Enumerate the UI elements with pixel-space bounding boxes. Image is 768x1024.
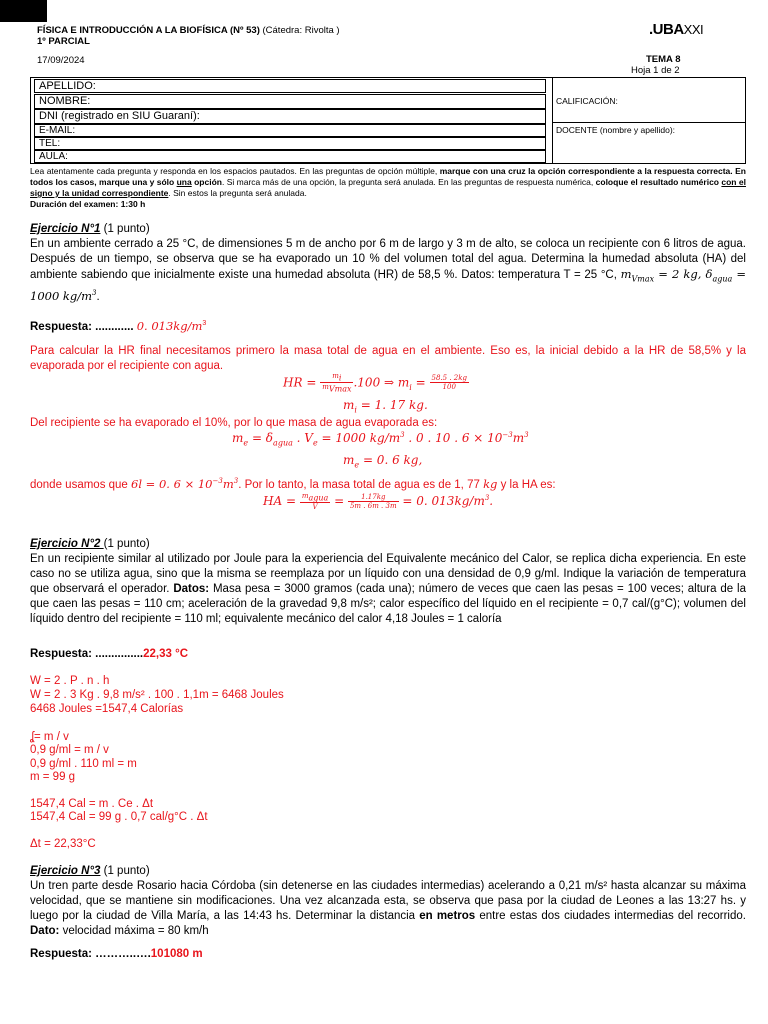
field-aula[interactable]: AULA: [34,150,546,163]
ej2-work-line: 1547,4 Cal = 99 g . 0,7 cal/g°C . Δt [30,811,208,823]
exam-duration: Duración del examen: 1:30 h [30,199,146,209]
form-divider [552,78,553,163]
ej2-work-line: Δt = 22,33°C [30,838,96,850]
ej1-title: Ejercicio N°1 [30,223,101,235]
uba-xxi-logo: .UBAXXI [649,21,704,38]
ej1-eq-me: $m_e = \delta_{agua}$ . $V_e = 1000$ $kg/m^3$ . 0 . 10 . $6 \times 10^{-3}m^3$ [232,431,529,448]
ej2-work-line: 0,9 g/ml = m / v [30,744,109,756]
ej2-work-line: ʆ= m / v [30,731,69,743]
ej2-work-line: m = 99 g [30,771,76,783]
field-dni[interactable]: DNI (registrado en SIU Guaraní): [34,109,546,124]
ej1-eq-ha: HA = $\frac{m_{agua}}{V}$ = $\frac{1.17kg}{5m . 6m . 3m}$ = 0. $013kg/m^3$. [263,492,494,512]
instructions: Lea atentamente cada pregunta y responda en los espacios pautados. En las preguntas de opción múltiple, marque con una cruz la opción correspondiente a la respuesta correcta. En todos los casos, marque una y sólo una opción. Si marca más de una opción, la pregunta será anulada. En las preguntas de respuesta numérica, coloque el resultado numérico con el signo y la unidad correspondiente. Sin estos la pregunta será anulada. Duración del examen: 1:30 h [30,166,746,209]
ej1-solution-total: donde usamos que 6l = 0. $6 \times 10^{-3}m^3$. Por lo tanto, la masa total de agua es de 1, 77 kg y la HA es: [30,476,556,491]
ej2-work-line: W = 2 . P . n . h [30,675,110,687]
field-nombre[interactable]: NOMBRE: [34,94,546,109]
tema-label: TEMA 8 [646,54,681,65]
ej2-work-line: 1547,4 Cal = m . Ce . Δt [30,798,154,810]
calificacion-label: CALIFICACIÓN: [556,96,618,106]
form-row-line [552,122,746,123]
ej2-work-line: W = 2 . 3 Kg . 9,8 m/s² . 100 . 1,1m = 6468 Joules [30,689,284,701]
exam-name: 1º PARCIAL [37,36,90,47]
corner-block [0,0,47,22]
ej1-solution-evap: Del recipiente se ha evaporado el 10%, por lo que masa de agua evaporada es: [30,417,438,429]
ej2-work-line: 6468 Joules =1547,4 Calorías [30,703,184,715]
ej1-solution-intro: Para calcular la HR final necesitamos primero la masa total de agua en el ambiente. Eso es, la inicial debido a la HR de 58,5% y la evaporada por el recipiente con agua. [30,345,746,372]
exam-date: 17/09/2024 [37,55,85,66]
page-indicator: Hoja 1 de 2 [631,65,680,76]
ej1-eq-hr: HR = $\frac{m_i}{m_{Vmax}}$ .100 ⇒ $m_i$ = $\frac{58.5 . 2kg}{100}$ [283,372,467,394]
ej1-statement: Ejercicio N°1 (1 punto) En un ambiente cerrado a 25 °C, de dimensiones 5 m de ancho por 6 m de largo y 3 m de alto, se coloca un recipiente con 6 litros de agua. Después de un tiempo, se observa que se ha evaporado un 10 % del volumen total del agua. Determina la humedad absoluta (HA) del ambiente sabiendo que inicialmente existe una humedad absoluta (HR) de 58,5 %. Datos: temperatura T = 25 °C, $m_{Vmax} = 2$ kg, $\delta_{agua} = 1000$ $kg/m^3$. [30,223,747,304]
ej1-eq-me-result: $m_e = 0$. 6 kg, [343,453,423,470]
field-apellido[interactable]: APELLIDO: [34,79,546,93]
course-title: FÍSICA E INTRODUCCIÓN A LA BIOFÍSICA (Nº 53) (Cátedra: Rivolta ) [37,25,340,36]
docente-label: DOCENTE (nombre y apellido): [556,125,676,135]
ej3-title: Ejercicio N°3 [30,865,101,877]
student-form [30,77,746,164]
ej3-statement: Ejercicio N°3 (1 punto) Un tren parte desde Rosario hacia Córdoba (sin detenerse en las ciudades intermedias) acelerando a 0,21 m/s² hasta alcanzar su máxima velocidad, que se mantiene sin modificaciones. Una vez alcanzada esta, se observa que pasa por la ciudad de Leones a las 13:27 hs. y luego por la ciudad de Villa María, a las 14:43 hs. Determinar la distancia en metros entre estas dos ciudades intermedias del recorrido. Dato: velocidad máxima = 80 km/h [30,865,746,937]
ej1-answer: Respuesta: ............ 0. $013kg/m^3$ [30,318,207,333]
ej1-eq-mi: $m_i = 1$. 17 kg. [343,398,428,415]
ej2-statement: Ejercicio N°2 (1 punto) En un recipiente similar al utilizado por Joule para la experiencia del Equivalente mecánico del Calor, se replica dicha experiencia. En este caso no se utiliza agua, sino que la misma se reemplaza por un líquido con una densidad de 0,9 g/ml. Indique la variación de temperatura que observará el operador. Datos: Masa pesa = 3000 gramos (cada una); número de veces que caen las pesas = 100 veces; altura de la que caen las pesas = 110 cm; aceleración de la gravedad 9,8 m/s²; calor específico del líquido en el recipiente = 0,7 cal/(g°C); volumen del líquido dentro del recipiente = 110 ml; equivalente mecánico del calor 4,18 Joules = 1 caloría [30,538,746,625]
ej2-title: Ejercicio N°2 [30,538,104,550]
field-tel[interactable]: TEL: [34,137,546,150]
ej3-answer: Respuesta: ………..….101080 m [30,948,203,960]
field-email[interactable]: E-MAIL: [34,124,546,137]
ej2-work-line: 0,9 g/ml . 110 ml = m [30,758,137,770]
ej2-answer: Respuesta: ...............22,33 °C [30,648,189,660]
